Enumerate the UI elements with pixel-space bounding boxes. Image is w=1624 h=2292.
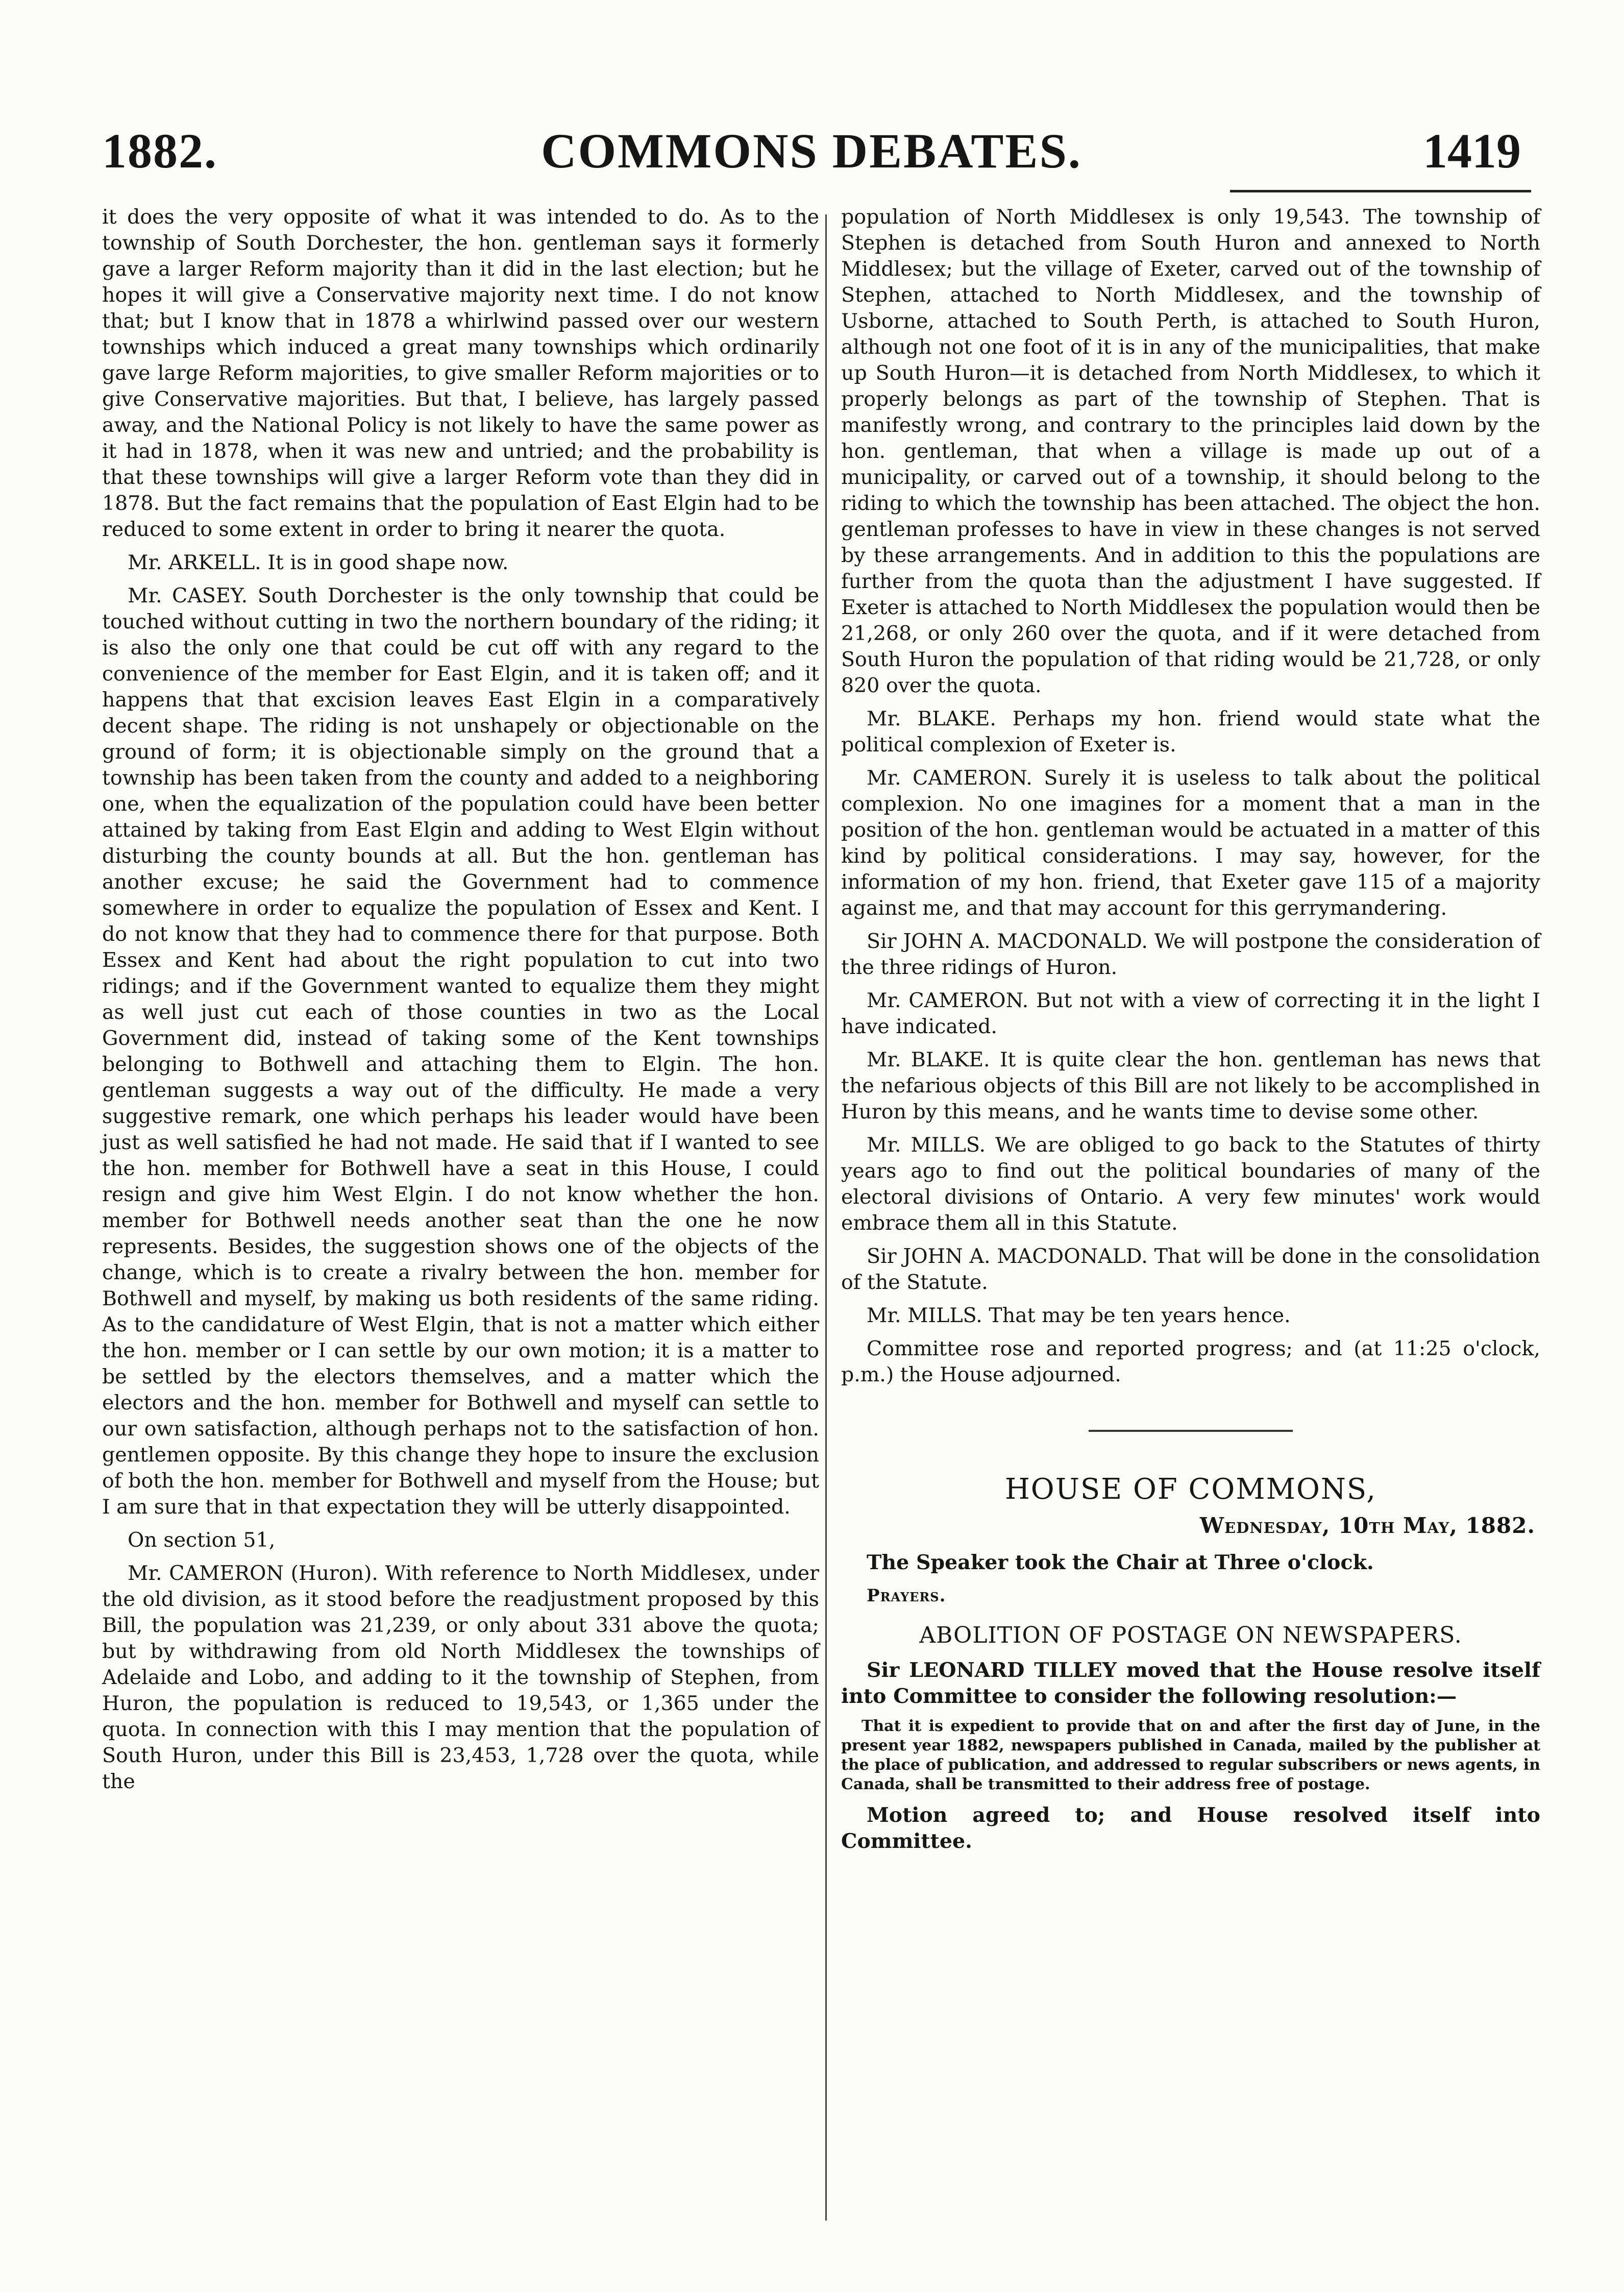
section-rule <box>1089 1430 1293 1432</box>
header-rule <box>1230 190 1531 192</box>
paragraph: Sir JOHN A. MACDONALD. That will be done in the consolidation of the Statute. <box>841 1245 1540 1294</box>
paragraph: Committee rose and reported progress; and (at 11:25 o'clock, p.m.) the House adjourned. <box>841 1337 1540 1386</box>
sitting-date: Wednesday, 10th May, 1882. <box>1199 1513 1535 1538</box>
paragraph: population of North Middlesex is only 19,543. The township of Stephen is detached from South Huron and annexed to North Middlesex; but the village of Exeter, carved out of the township of Stephen, attached to North Middlesex, and the township of Usborne, attached to South Perth, is attached to South Huron, although not one foot of it is in any of the municipalities, that make up South Huron—it is detached from North Middlesex, to which it properly belongs as part of the township of Stephen. That is manifestly wrong, and contrary to the principles laid down by the hon. gentleman, that when a village is made up out of a municipality, or carved out of a township, it should belong to the riding to which the township has been attached. The object the hon. gentleman professes to have in view in these changes is not served by these arrangements. And in addition to this the populations are further from the quota than the adjustment I have suggested. If Exeter is attached to North Middlesex the population would then be 21,268, or only 260 over the quota, and if it were detached from South Huron the population of that riding would be 21,728, or only 820 over the quota. <box>841 205 1540 697</box>
header-year: 1882. <box>102 124 217 178</box>
house-title: HOUSE OF COMMONS, <box>1004 1473 1377 1506</box>
header-page-number: 1419 <box>1423 124 1521 178</box>
page-header <box>102 123 1521 189</box>
paragraph: Mr. MILLS. We are obliged to go back to the Statutes of thirty years ago to find out the political boundaries of many of the electoral divisions of Ontario. A very few minutes' work would embrace them all in this Statute. <box>841 1133 1540 1235</box>
paragraph: Mr. BLAKE. Perhaps my hon. friend would state what the political complexion of Exeter is. <box>841 707 1540 757</box>
motion-paragraph: Sir LEONARD TILLEY moved that the House resolve itself into Committee to consider the following resolution:— <box>841 1659 1540 1708</box>
speaker-line: The Speaker took the Chair at Three o'clock. <box>867 1551 1374 1574</box>
paragraph: Mr. MILLS. That may be ten years hence. <box>867 1304 1291 1327</box>
paragraph: it does the very opposite of what it was intended to do. As to the township of South Dorchester, the hon. gentleman says it formerly gave a larger Reform majority than it did in the last election; but he hopes it will give a Conservative majority next time. I do not know that; but I know that in 1878 a whirlwind passed over our western townships which induced a great many townships which ordinarily gave large Reform majorities, to give smaller Reform majorities or to give Conservative majorities. But that, I believe, has largely passed away, and the National Policy is not likely to have the same power as it had in 1878, when it was new and untried; and the probability is that these townships will give a larger Reform vote than they did in 1878. But the fact remains that the population of East Elgin had to be reduced to some extent in order to bring it nearer the quota. <box>102 205 819 541</box>
prayers-label: Prayers. <box>867 1586 946 1606</box>
paragraph: On section 51, <box>128 1528 276 1552</box>
header-title: COMMONS DEBATES. <box>541 124 1082 178</box>
right-column <box>841 204 1540 1862</box>
section-heading: ABOLITION OF POSTAGE ON NEWSPAPERS. <box>919 1622 1462 1648</box>
paragraph: Mr. CASEY. South Dorchester is the only township that could be touched without cutting in two the northern boundary of the riding; it is also the only one that could be cut off with any regard to the convenience of the member for East Elgin, and it is taken off; and it happens that that excision leaves East Elgin in a comparatively decent shape. The riding is not unshapely or objectionable on the ground of form; it is objectionable simply on the ground that a township has been taken from the county and added to a neighboring one, when the equalization of the population could have been better attained by taking from East Elgin and adding to West Elgin without disturbing the county bounds at all. But the hon. gentleman has another excuse; he said the Government had to commence somewhere in order to equalize the population of Essex and Kent. I do not know that they had to commence there for that purpose. Both Essex and Kent had about the right population to cut into two ridings; and if the Government wanted to equalize them they might as well just cut each of those counties in two as the Local Government did, instead of taking some of the Kent townships belonging to Bothwell and attaching them to Elgin. The hon. gentleman suggests a way out of the difficulty. He made a very suggestive remark, one which perhaps his leader would have been just as well satisfied he had not made. He said that if I wanted to see the hon. member for Bothwell have a seat in this House, I could resign and give him West Elgin. I do not know whether the hon. member for Bothwell needs another seat than the one he now represents. Besides, the suggestion shows one of the objects of the change, which is to create a rivalry between the hon. member for Bothwell and myself, by making us both residents of the same riding. As to the candidature of West Elgin, that is not a matter which either the hon. member or I can settle by our own motion; it is a matter to be settled by the electors themselves, and a matter which the electors and the hon. member for Bothwell and myself can settle to our own satisfaction, although perhaps not to the satisfaction of hon. gentlemen opposite. By this change they hope to insure the exclusion of both the hon. member for Bothwell and myself from the House; but I am sure that in that expectation they will be utterly disappointed. <box>102 584 819 1519</box>
resolution-text: That it is expedient to provide that on and after the first day of June, in the present year 1882, newspapers published in Canada, mailed by the publisher at the place of publication, and addressed to regular subscribers or news agents, in Canada, shall be transmitted to their address free of postage. <box>841 1717 1540 1793</box>
paragraph: Mr. ARKELL. It is in good shape now. <box>128 551 509 574</box>
paragraph: Mr. CAMERON. Surely it is useless to talk about the political complexion. No one imagines for a moment that a man in the position of the hon. gentleman would be actuated in a matter of this kind by political considerations. I may say, however, for the information of my hon. friend, that Exeter gave 115 of a majority against me, and that may account for this gerrymandering. <box>841 766 1540 920</box>
paragraph: Mr. CAMERON. But not with a view of correcting it in the light I have indicated. <box>841 989 1540 1038</box>
column-divider <box>825 214 827 2221</box>
closing-paragraph: Motion agreed to; and House resolved itself into Committee. <box>841 1803 1540 1853</box>
paragraph: Mr. CAMERON (Huron). With reference to North Middlesex, under the old division, as it stood before the readjustment proposed by this Bill, the population was 21,239, or only about 331 above the quota; but by withdrawing from old North Middlesex the townships of Adelaide and Lobo, and adding to it the township of Stephen, from Huron, the population is reduced to 19,543, or 1,365 under the quota. In connection with this I may mention that the population of South Huron, under this Bill is 23,453, 1,728 over the quota, while the <box>102 1562 819 1793</box>
paragraph: Mr. BLAKE. It is quite clear the hon. gentleman has news that the nefarious objects of this Bill are not likely to be accomplished in Huron by this means, and he wants time to devise some other. <box>841 1048 1540 1124</box>
left-column <box>102 204 819 1802</box>
paragraph: Sir JOHN A. MACDONALD. We will postpone the consideration of the three ridings of Huron. <box>841 930 1540 979</box>
